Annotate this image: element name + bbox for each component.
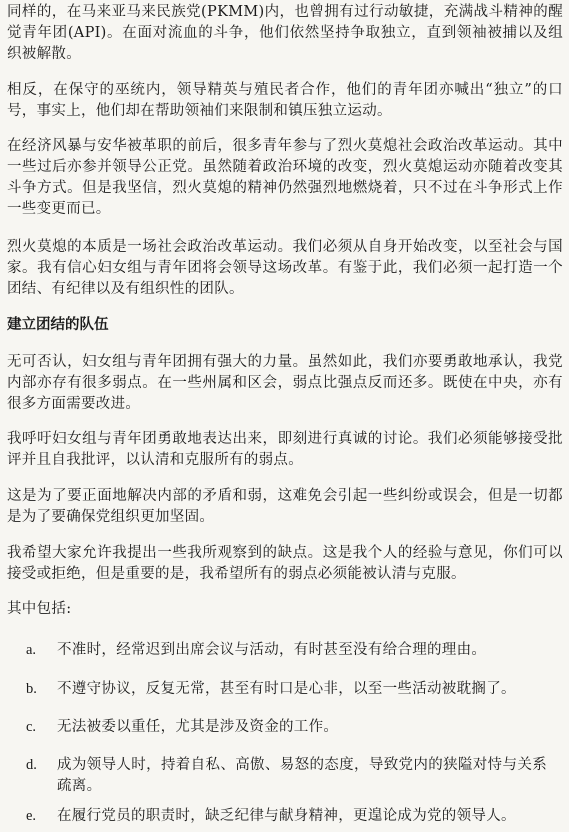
paragraph-including: 其中包括: [7,601,72,617]
paragraph-observations: 我希望大家允许我提出一些我所观察到的缺点。这是我个人的经验与意见，你们可以接受或拒绝，但是重要的是，我希望所有的弱点必须能被认清与克服。 [7,545,563,582]
list-marker: d. [26,757,37,773]
paragraph-strength: 无可否认，妇女组与青年团拥有强大的力量。虽然如此，我们亦要勇敢地承认，我党内部亦存有很多弱点。在一些州属和区会，弱点比强点反而还多。既使在中央，亦有很多方面需要改进。 [7,354,563,412]
list-text: 不准时，经常迟到出席会议与活动，有时甚至没有给合理的理由。 [57,642,487,658]
list-text: 无法被委以重任，尤其是涉及资金的工作。 [57,719,339,735]
list-text: 成为领导人时，持着自私、高傲、易怒的态度，导致党内的狭隘对恃与关系疏离。 [57,757,547,794]
list-marker: a. [26,642,37,658]
paragraph-reformasi: 在经济风暴与安华被革职的前后，很多青年参与了烈火莫熄社会政治改革运动。其中一些过后亦参并领导公正党。虽然随着政治环境的改变，烈火莫熄运动亦随着改变其斗争方式。但是我坚信，烈火莫熄的精神仍然强烈地燃烧着，只不过在斗争形式上作一些变更而已。 [7,138,563,217]
list-marker: b. [26,681,37,697]
paragraph-call: 我呼吁妇女组与青年团勇敢地表达出来，即刻进行真诚的讨论。我们必须能够接受批评并且自我批评，以认清和克服所有的弱点。 [7,431,563,468]
list-text: 在履行党员的职责时，缺乏纪律与献身精神，更遑论成为党的领导人。 [57,808,516,824]
paragraph-umno: 相反，在保守的巫统内，领导精英与殖民者合作，他们的青年团亦喊出“独立”的口号，事实上，他们却在帮助领袖们来限制和镇压独立运动。 [7,82,563,119]
list-marker: c. [26,719,37,735]
paragraph-pkmm: 同样的，在马来亚马来民族党(PKMM)内，也曾拥有过行动敏捷，充满战斗精神的醒觉青年团(API)。在面对流血的斗争，他们依然坚持争取独立，直到领袖被捕以及组织被解散。 [7,4,563,62]
list-marker: e. [26,808,37,824]
section-heading: 建立团结的队伍 [7,316,109,333]
paragraph-purpose: 这是为了要正面地解决内部的矛盾和弱，这难免会引起一些纠纷或误会，但是一切都是为了要确保党组织更加坚固。 [7,488,563,525]
list-text: 不遵守协议，反复无常，甚至有时口是心非，以至一些活动被耽搁了。 [57,681,516,697]
paragraph-essence: 烈火莫熄的本质是一场社会政治改革运动。我们必须从自身开始改变，以至社会与国家。我有信心妇女组与青年团将会领导这场改革。有鉴于此，我们必须一起打造一个团结、有纪律以及有组织性的团队。 [7,239,563,297]
